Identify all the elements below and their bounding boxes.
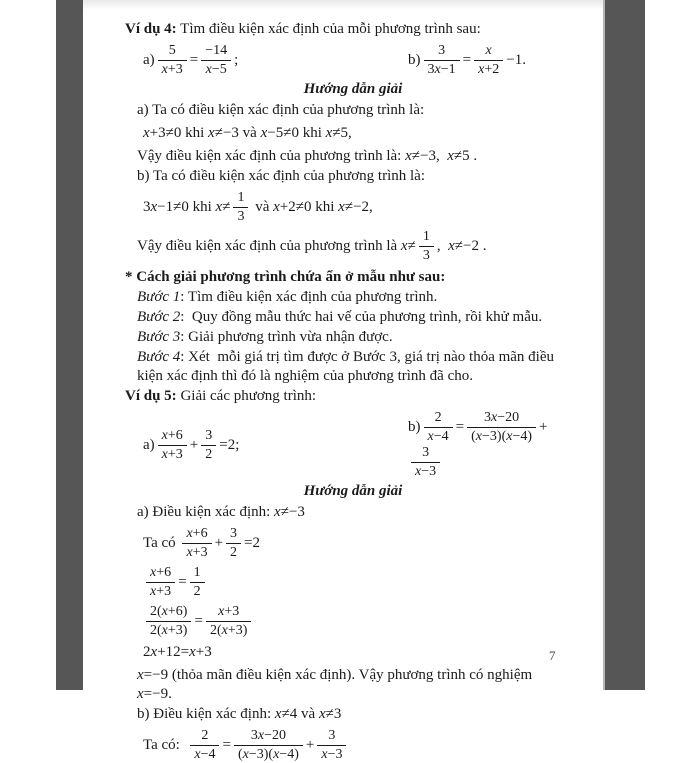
text-run: : Quy đồng mẫu thức hai vế của phương trình, rồi khử mẫu. (180, 309, 543, 325)
text-run: Ta có (143, 534, 180, 551)
fraction-numerator: x+6 (161, 427, 183, 443)
fraction-denominator: 2(x+3) (146, 621, 191, 639)
text-run: Ví dụ 4: (125, 21, 177, 37)
math-text: x≠−3, x≠5 (405, 148, 470, 164)
fraction-denominator: x+3 (182, 543, 211, 561)
fraction-denominator: 2 (201, 445, 216, 463)
fraction-denominator: x−3 (317, 745, 346, 763)
text-run: và (297, 706, 319, 722)
math-text: −1. (506, 51, 526, 68)
text-run: Ta có: (143, 736, 188, 753)
text-run: : Xét mỗi giá trị tìm được ở Bước 3, giá trị nào thỏa mãn điều kiện xác định thì đó là nghiệm của phương trình đã cho. (137, 349, 558, 384)
equation-a (143, 428, 408, 463)
text-run: * Cách giải phương trình chứa ẩn ở mẫu như sau: (125, 269, 446, 285)
text-run: (thỏa mãn điều kiện xác định). Vậy phương trình có nghiệm (168, 667, 536, 683)
math-text: x≠3 (318, 706, 342, 722)
fraction-numerator: 2 (201, 728, 209, 743)
example-heading (125, 20, 569, 39)
body-math (137, 147, 569, 166)
fraction-numerator: 5 (168, 43, 176, 58)
rule-heading (125, 268, 569, 287)
text-run: ; (234, 51, 239, 68)
math-text: x≠ (400, 237, 416, 254)
math-text: x≠4 (274, 706, 298, 722)
text-run: a) Ta có điều kiện xác định của phương trình là: (137, 102, 425, 118)
math-fraction (182, 526, 211, 561)
display-math (143, 124, 569, 143)
text-run: + (539, 418, 548, 435)
fraction-numerator: 3x−20 (250, 728, 286, 743)
math-fraction (190, 728, 219, 763)
guide-heading (137, 80, 569, 99)
math-fraction (206, 604, 251, 639)
text-run: Bước 1 (137, 289, 181, 305)
text-run: a) (143, 51, 155, 68)
equation-b (408, 410, 569, 480)
math-fraction (226, 526, 241, 561)
math-text: x≠ (215, 198, 231, 215)
text-run: b) (408, 51, 421, 68)
text-run: Vậy điều kiện xác định của phương trình là (137, 237, 401, 254)
fraction-denominator: x−3 (411, 462, 440, 480)
example-heading (125, 387, 569, 406)
text-run: b) Điều kiện xác định: (137, 706, 275, 722)
text-run: = (222, 736, 231, 753)
math-fraction (424, 43, 460, 78)
body (137, 167, 569, 186)
fraction-numerator: 3 (422, 445, 430, 460)
display-math (143, 604, 569, 639)
text-run: : Giải phương trình vừa nhận được. (180, 329, 393, 345)
text-run: Hướng dẫn giải (303, 483, 403, 499)
fraction-numerator: 1 (193, 565, 201, 580)
text-run: . (478, 237, 487, 254)
math-text: x≠5, (325, 125, 352, 141)
math-fraction (474, 43, 503, 78)
text-run: a) Điều kiện xác định: (137, 504, 275, 520)
fraction-denominator: 3x−1 (424, 60, 460, 78)
text-run: = (455, 418, 465, 435)
fraction-numerator: 1 (422, 229, 430, 244)
fraction-numerator: 3 (230, 526, 238, 541)
text-run: Vậy điều kiện xác định của phương trình là: (137, 148, 406, 164)
body-math (137, 229, 569, 264)
fraction-denominator: x+3 (146, 582, 175, 600)
math-text: x=−9 (137, 667, 169, 683)
display-math (143, 190, 569, 225)
math-text: x≠−2 (448, 237, 479, 254)
fraction-numerator: 1 (237, 190, 245, 205)
fraction-denominator: 3 (419, 246, 434, 264)
math-fraction (467, 410, 536, 445)
math-fraction (146, 604, 191, 639)
fraction-denominator: x+3 (158, 60, 187, 78)
text-run: Bước 3 (137, 329, 181, 345)
text-run: Giải các phương trình: (176, 388, 317, 404)
display-math (143, 565, 569, 600)
text-run: Bước 4 (137, 349, 181, 365)
text-run: = (189, 51, 199, 68)
math-fraction (424, 410, 453, 445)
fraction-numerator: 3 (205, 427, 213, 443)
text-run: + (305, 736, 315, 753)
fraction-denominator: 2 (226, 543, 241, 561)
math-text: 3x−1≠0 (143, 198, 189, 215)
page-content (83, 0, 603, 763)
text-run: = (178, 573, 187, 590)
text-run: khi (298, 125, 326, 141)
math-text: x=−9 (137, 686, 169, 702)
text-run: khi (311, 198, 339, 215)
fraction-numerator: 3x−20 (484, 410, 520, 425)
guide-heading (137, 482, 569, 501)
page-shadow-left (56, 0, 85, 690)
fraction-numerator: x+6 (150, 565, 172, 580)
math-fraction (146, 565, 175, 600)
text-run: b) (408, 418, 421, 435)
document-page (83, 0, 603, 762)
step (137, 348, 569, 386)
math-text: =2 (244, 534, 260, 551)
fraction-numerator: −14 (205, 43, 228, 58)
body (137, 101, 569, 120)
math-text: x+2≠0 (273, 198, 312, 215)
fraction-numerator: 2 (434, 410, 442, 425)
equation-b (408, 43, 526, 78)
fraction-denominator: 2(x+3) (206, 621, 251, 639)
body-math (137, 705, 569, 724)
text-run: b) Ta có điều kiện xác định của phương trình là: (137, 168, 425, 184)
fraction-denominator: 3 (233, 207, 248, 225)
fraction-numerator: x+3 (218, 604, 240, 619)
text-run: = (194, 612, 203, 629)
math-text: =2; (219, 436, 240, 453)
math-text: 2x+12=x+3 (143, 644, 212, 660)
equation-row (143, 410, 569, 480)
text-run: và (251, 198, 274, 215)
math-fraction (233, 190, 248, 225)
fraction-denominator: (x−3)(x−4) (467, 427, 536, 445)
body-math (137, 503, 569, 522)
fraction-denominator: (x−3)(x−4) (234, 745, 303, 763)
text-run: Tìm điều kiện xác định của mỗi phương trình sau: (176, 21, 481, 37)
fraction-numerator: 3 (438, 43, 446, 58)
math-text: x≠−2, (338, 198, 373, 215)
text-run: + (189, 436, 199, 453)
math-fraction (158, 428, 187, 463)
math-text: x≠−3 (208, 125, 239, 141)
page-shadow-right (603, 0, 645, 690)
math-fraction (419, 229, 434, 264)
text-run: Bước 2 (137, 309, 181, 325)
fraction-numerator: 2(x+6) (150, 604, 188, 619)
equation-row (143, 43, 569, 78)
text-run: Ví dụ 5: (125, 388, 177, 404)
fraction-denominator: x−4 (424, 427, 453, 445)
equation-a (143, 43, 408, 78)
fraction-denominator: x−5 (201, 60, 231, 78)
page-number: 7 (549, 648, 556, 663)
display-math (143, 643, 569, 662)
body-math (137, 666, 569, 704)
text-run: = (462, 51, 472, 68)
text-run: + (214, 534, 224, 551)
math-fraction (201, 43, 231, 78)
math-fraction (317, 728, 346, 763)
text-run: Hướng dẫn giải (303, 81, 403, 97)
step (137, 288, 569, 307)
fraction-denominator: x+3 (158, 445, 187, 463)
math-fraction (234, 728, 303, 763)
math-fraction (201, 428, 216, 463)
math-text: x+3≠0 (143, 125, 182, 141)
fraction-denominator: x+2 (474, 60, 503, 78)
math-fraction (158, 43, 187, 78)
math-text: x≠−3 (274, 504, 305, 520)
text-run: khi (181, 125, 209, 141)
display-math (143, 526, 569, 561)
math-fraction (411, 445, 440, 480)
fraction-denominator: x−4 (190, 745, 219, 763)
text-run: : Tìm điều kiện xác định của phương trình. (180, 289, 438, 305)
fraction-numerator: x (485, 43, 492, 58)
text-run: . (168, 686, 172, 702)
fraction-denominator: 2 (190, 582, 205, 600)
fraction-numerator: x+6 (186, 526, 208, 541)
math-text: x−5≠0 (260, 125, 299, 141)
text-run: a) (143, 436, 155, 453)
math-fraction (190, 565, 205, 600)
text-run: , (436, 237, 449, 254)
text-run: . (469, 148, 478, 164)
step (137, 308, 569, 327)
display-math (143, 728, 569, 763)
text-run: khi (188, 198, 216, 215)
fraction-numerator: 3 (328, 728, 336, 743)
step (137, 328, 569, 347)
text-run: và (238, 125, 261, 141)
